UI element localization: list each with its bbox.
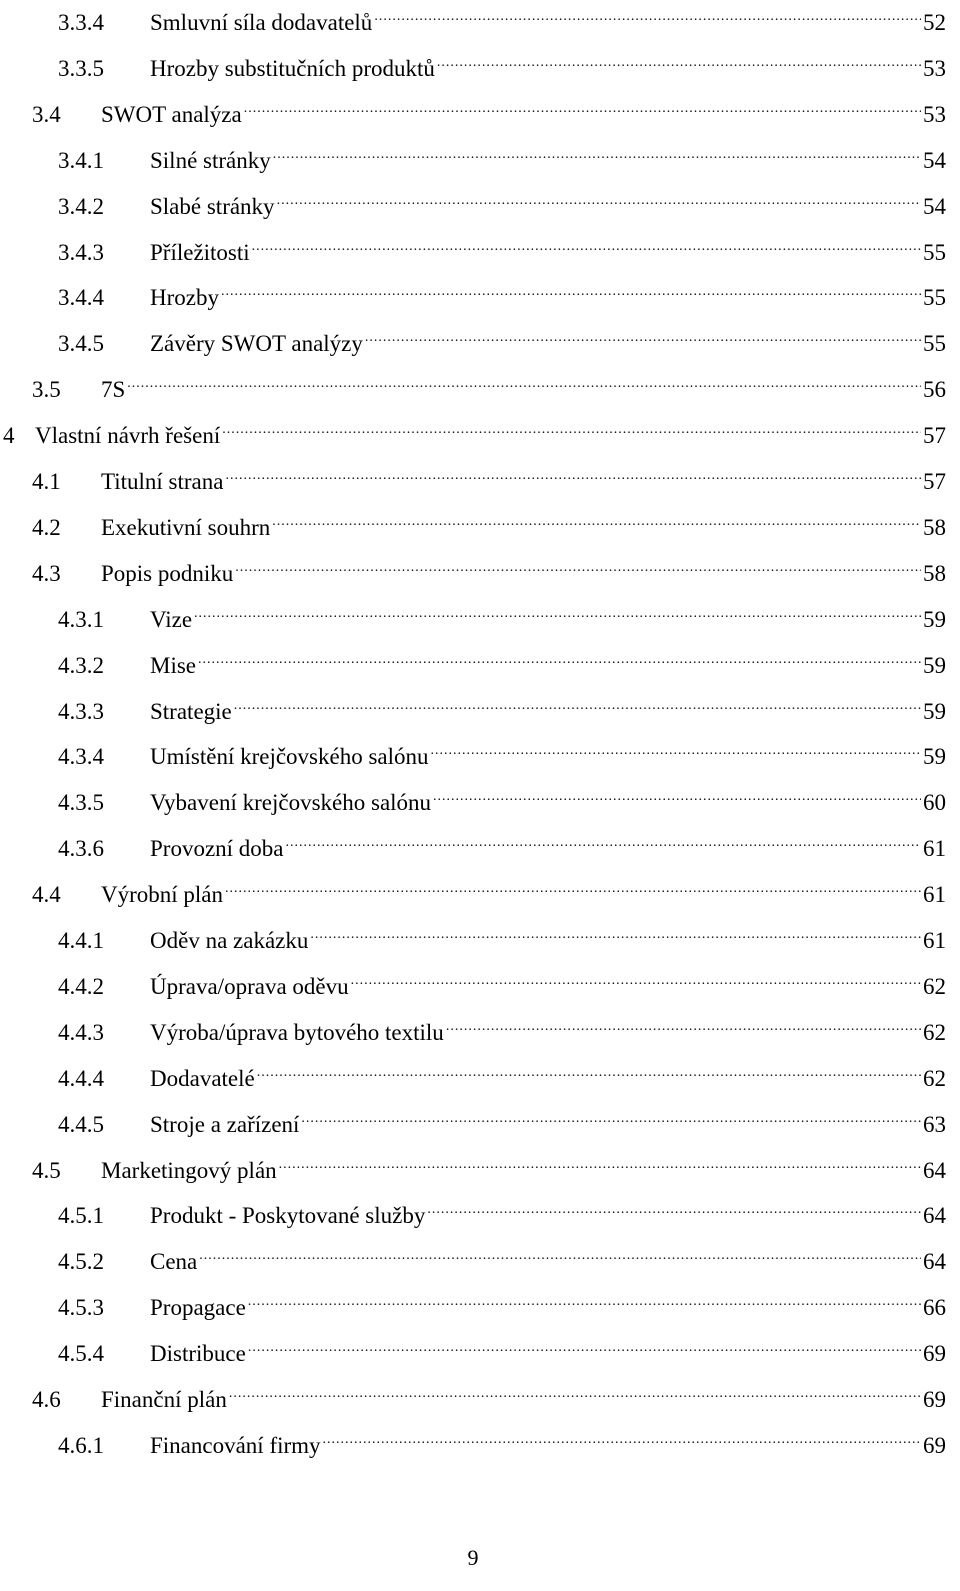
toc-entry-title: Propagace	[150, 1295, 246, 1321]
toc-dot-leader	[323, 1423, 921, 1453]
toc-entry[interactable]	[0, 872, 946, 908]
toc-dot-leader	[222, 413, 921, 443]
toc-entry-title: Hrozby substitučních produktů	[150, 55, 435, 81]
page-number: 9	[467, 1545, 479, 1570]
toc-entry-page: 62	[923, 1065, 946, 1091]
toc-entry-page: 53	[923, 101, 946, 127]
toc-entry-number: 3.4.2	[58, 193, 104, 219]
toc-entry-page: 66	[923, 1295, 946, 1321]
toc-entry-number: 3.3.5	[58, 55, 104, 81]
toc-entry-page: 59	[923, 606, 946, 632]
toc-dot-leader	[248, 1331, 921, 1361]
toc-entry-number: 4.3.2	[58, 652, 104, 678]
toc-entry-title: Financování firmy	[150, 1432, 321, 1458]
toc-entry-page: 55	[923, 285, 946, 311]
toc-entry-title: Popis podniku	[101, 560, 234, 586]
toc-entry-title: SWOT analýza	[101, 101, 242, 127]
toc-entry-number: 3.4.1	[58, 147, 104, 173]
toc-entry-page: 54	[923, 147, 946, 173]
toc-entry-number: 3.5	[32, 377, 61, 403]
toc-entry-page: 59	[923, 744, 946, 770]
toc-entry-page: 63	[923, 1111, 946, 1137]
toc-entry-number: 4.6.1	[58, 1432, 104, 1458]
toc-entry[interactable]	[0, 275, 946, 311]
toc-entry-page: 64	[923, 1157, 946, 1183]
toc-entry-title: Marketingový plán	[101, 1157, 277, 1183]
toc-dot-leader	[221, 275, 921, 305]
toc-dot-leader	[433, 780, 921, 810]
toc-entry-title: Dodavatelé	[150, 1065, 255, 1091]
toc-dot-leader	[437, 46, 921, 76]
toc-entry[interactable]	[0, 1010, 946, 1045]
toc-entry-page: 53	[923, 55, 946, 81]
toc-entry-title: Oděv na zakázku	[150, 928, 309, 953]
toc-entry[interactable]	[0, 734, 946, 770]
toc-entry-page: 57	[923, 423, 946, 449]
toc-dot-leader	[365, 321, 921, 351]
toc-entry-page: 61	[923, 928, 946, 953]
toc-entry-number: 3.4.5	[58, 331, 104, 357]
toc-entry-page: 52	[923, 10, 946, 35]
toc-entry-page: 58	[923, 560, 946, 586]
toc-dot-leader	[194, 597, 921, 627]
toc-entry[interactable]	[0, 138, 946, 173]
toc-entry-number: 4.3.4	[58, 744, 104, 770]
toc-entry[interactable]	[0, 0, 946, 35]
toc-entry[interactable]	[0, 1331, 946, 1367]
toc-dot-leader	[225, 459, 921, 489]
toc-entry-number: 4.5.3	[58, 1295, 104, 1321]
toc-dot-leader	[244, 92, 921, 122]
toc-entry-number: 4.5.1	[58, 1203, 104, 1229]
toc-entry-title: Výrobní plán	[101, 882, 224, 908]
toc-entry-title: Slabé stránky	[150, 193, 275, 219]
toc-entry[interactable]	[0, 689, 946, 724]
toc-dot-leader	[431, 734, 921, 764]
toc-entry-title: Vybavení krejčovského salónu	[150, 790, 432, 816]
toc-entry-title: Úprava/oprava oděvu	[150, 973, 349, 999]
toc-entry-number: 3.4	[32, 101, 61, 127]
toc-entry-number: 4.3.5	[58, 790, 104, 816]
toc-entry-title: Distribuce	[150, 1341, 246, 1367]
toc-entry-number: 4.4.5	[58, 1111, 104, 1137]
toc-entry-page: 55	[923, 239, 946, 265]
toc-entry-page: 56	[923, 377, 946, 403]
toc-dot-leader	[277, 184, 921, 214]
toc-entry-title: 7S	[101, 377, 126, 403]
toc-entry-title: Provozní doba	[150, 836, 284, 862]
toc-entry-page: 59	[923, 698, 946, 724]
toc-dot-leader	[127, 367, 921, 397]
toc-entry-title: Exekutivní souhrn	[101, 514, 271, 540]
toc-entry[interactable]	[0, 1377, 946, 1412]
toc-entry-number: 4.4	[32, 882, 61, 908]
toc-entry[interactable]	[0, 826, 946, 862]
toc-entry-title: Titulní strana	[101, 469, 224, 494]
toc-entry[interactable]	[0, 551, 946, 586]
toc-entry-title: Produkt - Poskytované služby	[150, 1203, 426, 1229]
toc-entry-title: Finanční plán	[101, 1387, 227, 1412]
toc-entry[interactable]	[0, 1193, 946, 1229]
toc-entry-number: 4.5.2	[58, 1249, 104, 1275]
toc-dot-leader	[374, 0, 921, 30]
toc-entry-title: Strategie	[150, 698, 232, 724]
toc-dot-leader	[248, 1285, 921, 1315]
toc-entry-page: 54	[923, 193, 946, 219]
toc-dot-leader	[310, 918, 921, 948]
toc-entry[interactable]	[0, 505, 946, 540]
toc-entry[interactable]	[0, 92, 946, 127]
toc-entry[interactable]	[0, 1056, 946, 1091]
toc-entry-page: 69	[923, 1432, 946, 1458]
toc-entry-number: 4.3.6	[58, 836, 104, 862]
toc-entry[interactable]	[0, 1423, 946, 1458]
toc-entry-number: 3.4.4	[58, 285, 104, 311]
toc-entry-number: 3.3.4	[58, 10, 104, 35]
toc-entry-page: 57	[923, 469, 946, 494]
toc-entry-title: Umístění krejčovského salónu	[150, 744, 429, 770]
toc-entry[interactable]	[0, 780, 946, 816]
toc-entry-title: Hrozby	[150, 285, 219, 311]
toc-entry[interactable]	[0, 1239, 946, 1275]
toc-dot-leader	[446, 1010, 921, 1040]
toc-entry-number: 4.4.2	[58, 973, 104, 999]
toc-entry-page: 64	[923, 1249, 946, 1275]
toc-entry-number: 4.3	[32, 560, 61, 586]
toc-entry-title: Příležitosti	[150, 239, 250, 265]
toc-dot-leader	[235, 551, 921, 581]
toc-entry-title: Výroba/úprava bytového textilu	[150, 1019, 444, 1045]
toc-dot-leader	[234, 689, 921, 719]
toc-entry-page: 61	[923, 882, 946, 908]
toc-entry-page: 59	[923, 652, 946, 678]
toc-dot-leader	[252, 230, 921, 260]
toc-dot-leader	[301, 1102, 921, 1132]
toc-entry-title: Mise	[150, 652, 196, 678]
toc-entry[interactable]	[0, 321, 946, 357]
toc-entry-number: 4.4.3	[58, 1019, 104, 1045]
toc-entry[interactable]	[0, 1148, 946, 1183]
toc-entry[interactable]	[0, 918, 946, 953]
toc-entry-title: Stroje a zařízení	[150, 1111, 300, 1137]
toc-dot-leader	[198, 643, 921, 673]
toc-entry-number: 4.5.4	[58, 1341, 104, 1367]
toc-entry-number: 4.6	[32, 1387, 61, 1412]
toc-dot-leader	[273, 138, 921, 168]
toc-entry-title: Cena	[150, 1249, 198, 1275]
toc-dot-leader	[427, 1193, 921, 1223]
toc-entry[interactable]	[0, 46, 946, 81]
toc-dot-leader	[272, 505, 921, 535]
toc-entry[interactable]	[0, 184, 946, 219]
toc-entry-number: 4	[3, 423, 15, 449]
toc-entry-page: 62	[923, 973, 946, 999]
toc-dot-leader	[257, 1056, 921, 1086]
toc-dot-leader	[351, 964, 921, 994]
toc-entry[interactable]	[0, 230, 946, 265]
toc-entry-page: 69	[923, 1387, 946, 1412]
toc-entry-title: Smluvní síla dodavatelů	[150, 10, 373, 35]
toc-entry-number: 4.3.1	[58, 606, 104, 632]
toc-dot-leader	[225, 872, 921, 902]
toc-dot-leader	[286, 826, 921, 856]
toc-entry-title: Silné stránky	[150, 147, 271, 173]
toc-entry[interactable]	[0, 459, 946, 494]
toc-entry-number: 4.2	[32, 514, 61, 540]
toc-entry[interactable]	[0, 413, 946, 449]
toc-entry[interactable]	[0, 367, 946, 403]
toc-dot-leader	[199, 1239, 921, 1269]
toc-entry[interactable]	[0, 964, 946, 999]
toc-entry-number: 4.3.3	[58, 698, 104, 724]
toc-entry[interactable]	[0, 597, 946, 632]
toc-entry[interactable]	[0, 643, 946, 678]
toc-entry-title: Vize	[150, 606, 193, 632]
toc-entry-number: 4.4.1	[58, 928, 104, 953]
toc-entry-title: Vlastní návrh řešení	[35, 423, 221, 449]
toc-entry-number: 4.4.4	[58, 1065, 104, 1091]
toc-entry-page: 62	[923, 1019, 946, 1045]
toc-entry[interactable]	[0, 1285, 946, 1321]
toc-entry-page: 55	[923, 331, 946, 357]
toc-entry-number: 4.1	[32, 469, 61, 494]
toc-entry-page: 64	[923, 1203, 946, 1229]
toc-dot-leader	[279, 1148, 921, 1178]
toc-entry[interactable]	[0, 1102, 946, 1137]
toc-entry-title: Závěry SWOT analýzy	[150, 331, 363, 357]
toc-entry-page: 60	[923, 790, 946, 816]
toc-entry-number: 4.5	[32, 1157, 61, 1183]
toc-entry-page: 61	[923, 836, 946, 862]
toc-dot-leader	[229, 1377, 921, 1407]
toc-entry-page: 58	[923, 514, 946, 540]
toc-entry-number: 3.4.3	[58, 239, 104, 265]
toc-entry-page: 69	[923, 1341, 946, 1367]
